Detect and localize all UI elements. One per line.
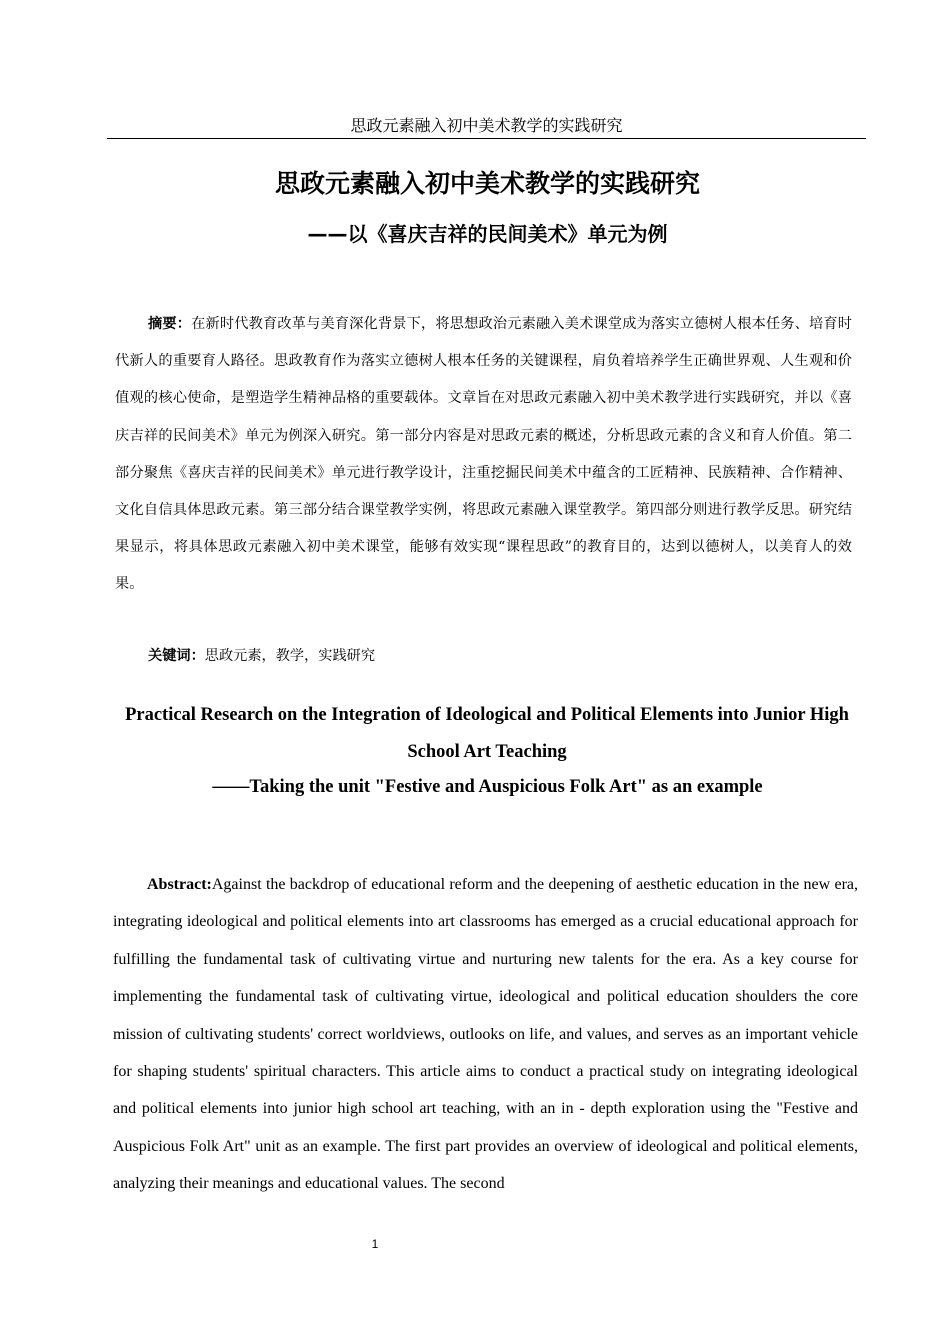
abstract-chinese (115, 306, 852, 604)
abstract-text-english: Against the backdrop of educational reform and the deepening of aesthetic education in the new era, integrating ideological and political elements into art classrooms has emerged as a crucial educational approach for fulfilling the fundamental task of cultivating virtue and nurturing new talents for the era. As a key course for implementing the fundamental task of cultivating virtue, ideological and political education shoulders the core mission of cultivating students' correct worldviews, outlooks on life, and values, and serves as an important vehicle for shaping students' spiritual characters. This article aims to conduct a practical study on integrating ideological and political elements into junior high school art teaching, with an in - depth exploration using the "Festive and Auspicious Folk Art" unit as an example. The first part provides an overview of ideological and political elements, analyzing their meanings and educational values. The second (113, 876, 858, 1193)
keywords-label-chinese: 关键词： (148, 648, 205, 664)
keywords-text-chinese: 思政元素，教学，实践研究 (204, 648, 376, 664)
paper-title-english: Practical Research on the Integration of Ideological and Political Elements into Junior High School Art Teaching (125, 705, 849, 762)
abstract-text-chinese: 在新时代教育改革与美育深化背景下，将思想政治元素融入美术课堂成为落实立德树人根本任务、培育时代新人的重要育人路径。思政教育作为落实立德树人根本任务的关键课程，肩负着培养学生正确世界观、人生观和价值观的核心使命，是塑造学生精神品格的重要载体。文章旨在对思政元素融入初中美术教学进行实践研究，并以《喜庆吉祥的民间美术》单元为例深入研究。第一部分内容是对思政元素的概述，分析思政元素的含义和育人价值。第二部分聚焦《喜庆吉祥的民间美术》单元进行教学设计，注重挖掘民间美术中蕴含的工匠精神、民族精神、合作精神、文化自信具体思政元素。第三部分结合课堂教学实例，将思政元素融入课堂教学。第四部分则进行教学反思。研究结果显示，将具体思政元素融入初中美术课堂，能够有效实现“课程思政”的教育目的，达到以德树人，以美育人的效果。 (115, 316, 852, 593)
paper-title-chinese: 思政元素融入初中美术教学的实践研究 (274, 169, 700, 198)
paper-subtitle-english: ——Taking the unit "Festive and Auspicious Folk Art" as an example (212, 777, 763, 797)
abstract-english (113, 866, 858, 1203)
running-header: 思政元素融入初中美术教学的实践研究 (107, 114, 866, 139)
keywords-chinese (148, 638, 375, 674)
paper-subtitle-chinese: ——以《喜庆吉祥的民间美术》单元为例 (307, 222, 668, 246)
abstract-label-chinese: 摘要： (148, 316, 192, 332)
abstract-label-english: Abstract: (147, 876, 212, 893)
page-number: 1 (371, 1237, 379, 1251)
